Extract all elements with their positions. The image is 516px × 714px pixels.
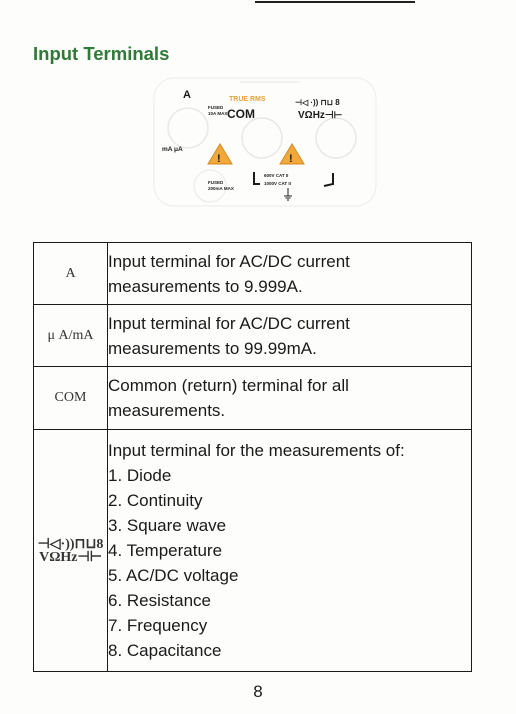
list-item: 2. Continuity	[108, 491, 203, 510]
section-heading: Input Terminals	[33, 43, 170, 64]
panel-volt-symbols: ⊣◁ ·)) ⊓⊔ 8	[295, 98, 340, 107]
terminal-description-cell	[108, 367, 472, 430]
warning-triangle-left-icon	[208, 144, 232, 165]
terminal-description-cell	[108, 243, 472, 305]
list-item: 5. AC/DC voltage	[108, 566, 239, 585]
terminal-name-cell: COM	[34, 367, 108, 430]
terminal-name-cell	[34, 430, 108, 672]
list-item: 7. Frequency	[108, 616, 208, 635]
terminal-name-cell: A	[34, 243, 108, 305]
list-item: 4. Temperature	[108, 541, 223, 560]
description-line: Input terminal for AC/DC current	[108, 313, 350, 333]
panel-cat-1: 600V CAT II	[264, 173, 289, 178]
terminal-panel-drawing	[150, 76, 380, 216]
panel-fused-bottom-1: FUSED	[208, 180, 224, 185]
terminal-description-cell	[108, 305, 472, 367]
panel-ma-label: mA μA	[162, 146, 183, 153]
page-number: 8	[253, 682, 263, 701]
panel-cat-2: 1000V CAT II	[264, 181, 291, 186]
terminal-description-cell	[108, 430, 472, 672]
warning-triangle-right-icon	[280, 144, 304, 165]
panel-terminal-a: A	[183, 89, 191, 101]
terminal-name-cell: μ A/mA	[34, 305, 108, 367]
panel-com-label: COM	[227, 107, 255, 121]
measurement-list	[108, 463, 471, 663]
panel-true-rms: TRUE RMS	[229, 96, 266, 103]
svg-text:!: !	[289, 153, 293, 165]
panel-fused-bottom-2: 200mA MAX	[208, 186, 234, 191]
table-row	[34, 243, 472, 305]
input-terminals-table	[33, 242, 472, 672]
list-item: 8. Capacitance	[108, 641, 222, 660]
list-item: 3. Square wave	[108, 516, 227, 535]
list-item: 1. Diode	[108, 466, 172, 485]
top-rule	[255, 1, 415, 3]
description-line: Common (return) terminal for all	[108, 376, 349, 395]
table-row	[34, 430, 472, 672]
volt-symbols-icon: ⊣◁·))⊓⊔8	[37, 536, 104, 552]
volt-terminal-label: VΩHz⊣⊢	[39, 549, 102, 565]
list-item: 6. Resistance	[108, 591, 211, 610]
description-intro: Input terminal for the measurements of:	[108, 441, 405, 460]
ground-icon	[284, 188, 292, 200]
description-line: Input terminal for AC/DC current	[108, 251, 350, 271]
description-line: measurements.	[108, 401, 226, 420]
description-line: measurements to 9.999A.	[108, 276, 303, 296]
panel-volt-label: VΩHz⊣⊢	[298, 110, 343, 121]
description-line: measurements to 99.99mA.	[108, 338, 317, 358]
svg-text:!: !	[217, 153, 221, 165]
terminal-panel-image	[150, 76, 380, 216]
table-row	[34, 367, 472, 430]
table-row	[34, 305, 472, 367]
panel-fused-top-2: 10A MAX	[208, 111, 228, 116]
panel-fused-top-1: FUSED	[208, 105, 224, 110]
